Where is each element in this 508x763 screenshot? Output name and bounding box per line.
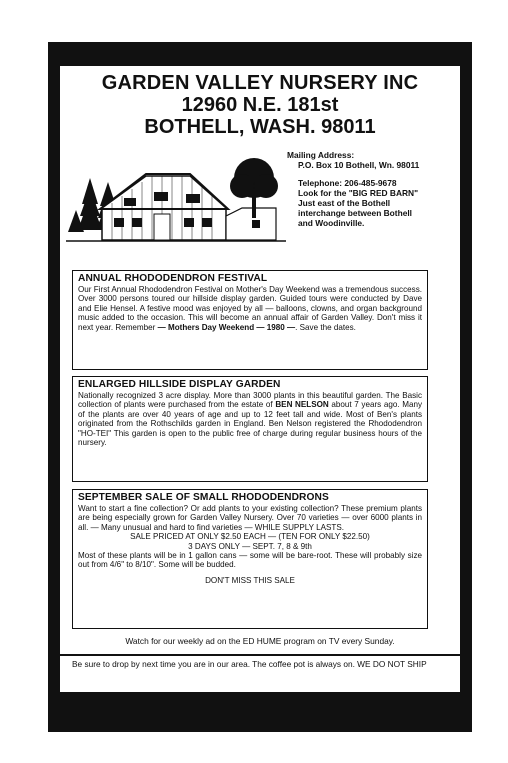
telephone: Telephone: 206-485-9678 (298, 178, 397, 188)
section-title: ENLARGED HILLSIDE DISPLAY GARDEN (78, 379, 281, 390)
section-body: Our First Annual Rhododendron Festival on Mother's Day Weekend was a tremendous success. Over 3000 persons toured our hillside display garden. Guided tours were conducted by Dave and Elie Hensel. A festive mood was enjoyed by all — balloons, clowns, and organ background music added to the occasion. This will become an annual affair of Garden Valley. Don't miss it next year. Remember — Mothers Day Weekend — 1980 —. Save the dates. (78, 285, 422, 332)
city-address: BOTHELL, WASH. 98011 (144, 116, 376, 138)
dont-miss: DON'T MISS THIS SALE (205, 575, 295, 585)
directions-line: and Woodinville. (298, 218, 365, 228)
nursery-name: GARDEN VALLEY NURSERY INC (101, 72, 419, 94)
section-title: SEPTEMBER SALE OF SMALL RHODODENDRONS (78, 492, 329, 503)
directions-line: interchange between Bothell (298, 208, 413, 218)
garden-section (72, 376, 428, 482)
mailing-address: P.O. Box 10 Bothell, Wn. 98011 (298, 160, 420, 170)
directions-line: Just east of the Bothell (298, 198, 391, 208)
footer (60, 654, 460, 692)
barn-illustration (66, 148, 286, 248)
festival-section (72, 270, 428, 370)
footer-text: Be sure to drop by next time you are in our area. The coffee pot is always on. WE DO NOT SHIP (72, 659, 427, 669)
sale-price: SALE PRICED AT ONLY $2.50 EACH — (TEN FOR ONLY $22.50) (130, 532, 370, 542)
section-body: Most of these plants will be in 1 gallon cans — some will be bare-root. These will probably size out from 4/6" to 8/10". Some will be budded. (78, 551, 422, 570)
section-title: ANNUAL RHODODENDRON FESTIVAL (78, 273, 268, 284)
flyer-page (60, 66, 460, 690)
sale-section (72, 489, 428, 629)
tv-notice: Watch for our weekly ad on the ED HUME program on TV every Sunday. (125, 636, 395, 646)
mailing-label: Mailing Address: (287, 150, 355, 160)
section-body: Want to start a fine collection? Or add plants to your existing collection? These premium plants are being especially grown for Garden Valley Nursery. Over 70 varieties — over 6000 plants in all. — Many unusual and hard to find varieties — WHILE SUPPLY LASTS. (78, 504, 422, 532)
street-address: 12960 N.E. 181st (181, 94, 339, 116)
sale-dates: 3 DAYS ONLY — SEPT. 7, 8 & 9th (188, 541, 312, 551)
flyer-border (48, 42, 472, 732)
directions-line: Look for the "BIG RED BARN" (298, 188, 419, 198)
section-body: Nationally recognized 3 acre display. More than 3000 plants in this beautiful garden. The Basic collection of plants were purchased from the estate of BEN NELSON about 7 years ago. Many of the plants are over 40 years of age and up to 12 feet tall and wide. Most of Ben's plants originated from the Rothschilds garden in England. Ben Nelson registered the Rhododendron "HO-TEI" This garden is open to the public free of charge during regular business hours of the nursery. (78, 391, 423, 448)
